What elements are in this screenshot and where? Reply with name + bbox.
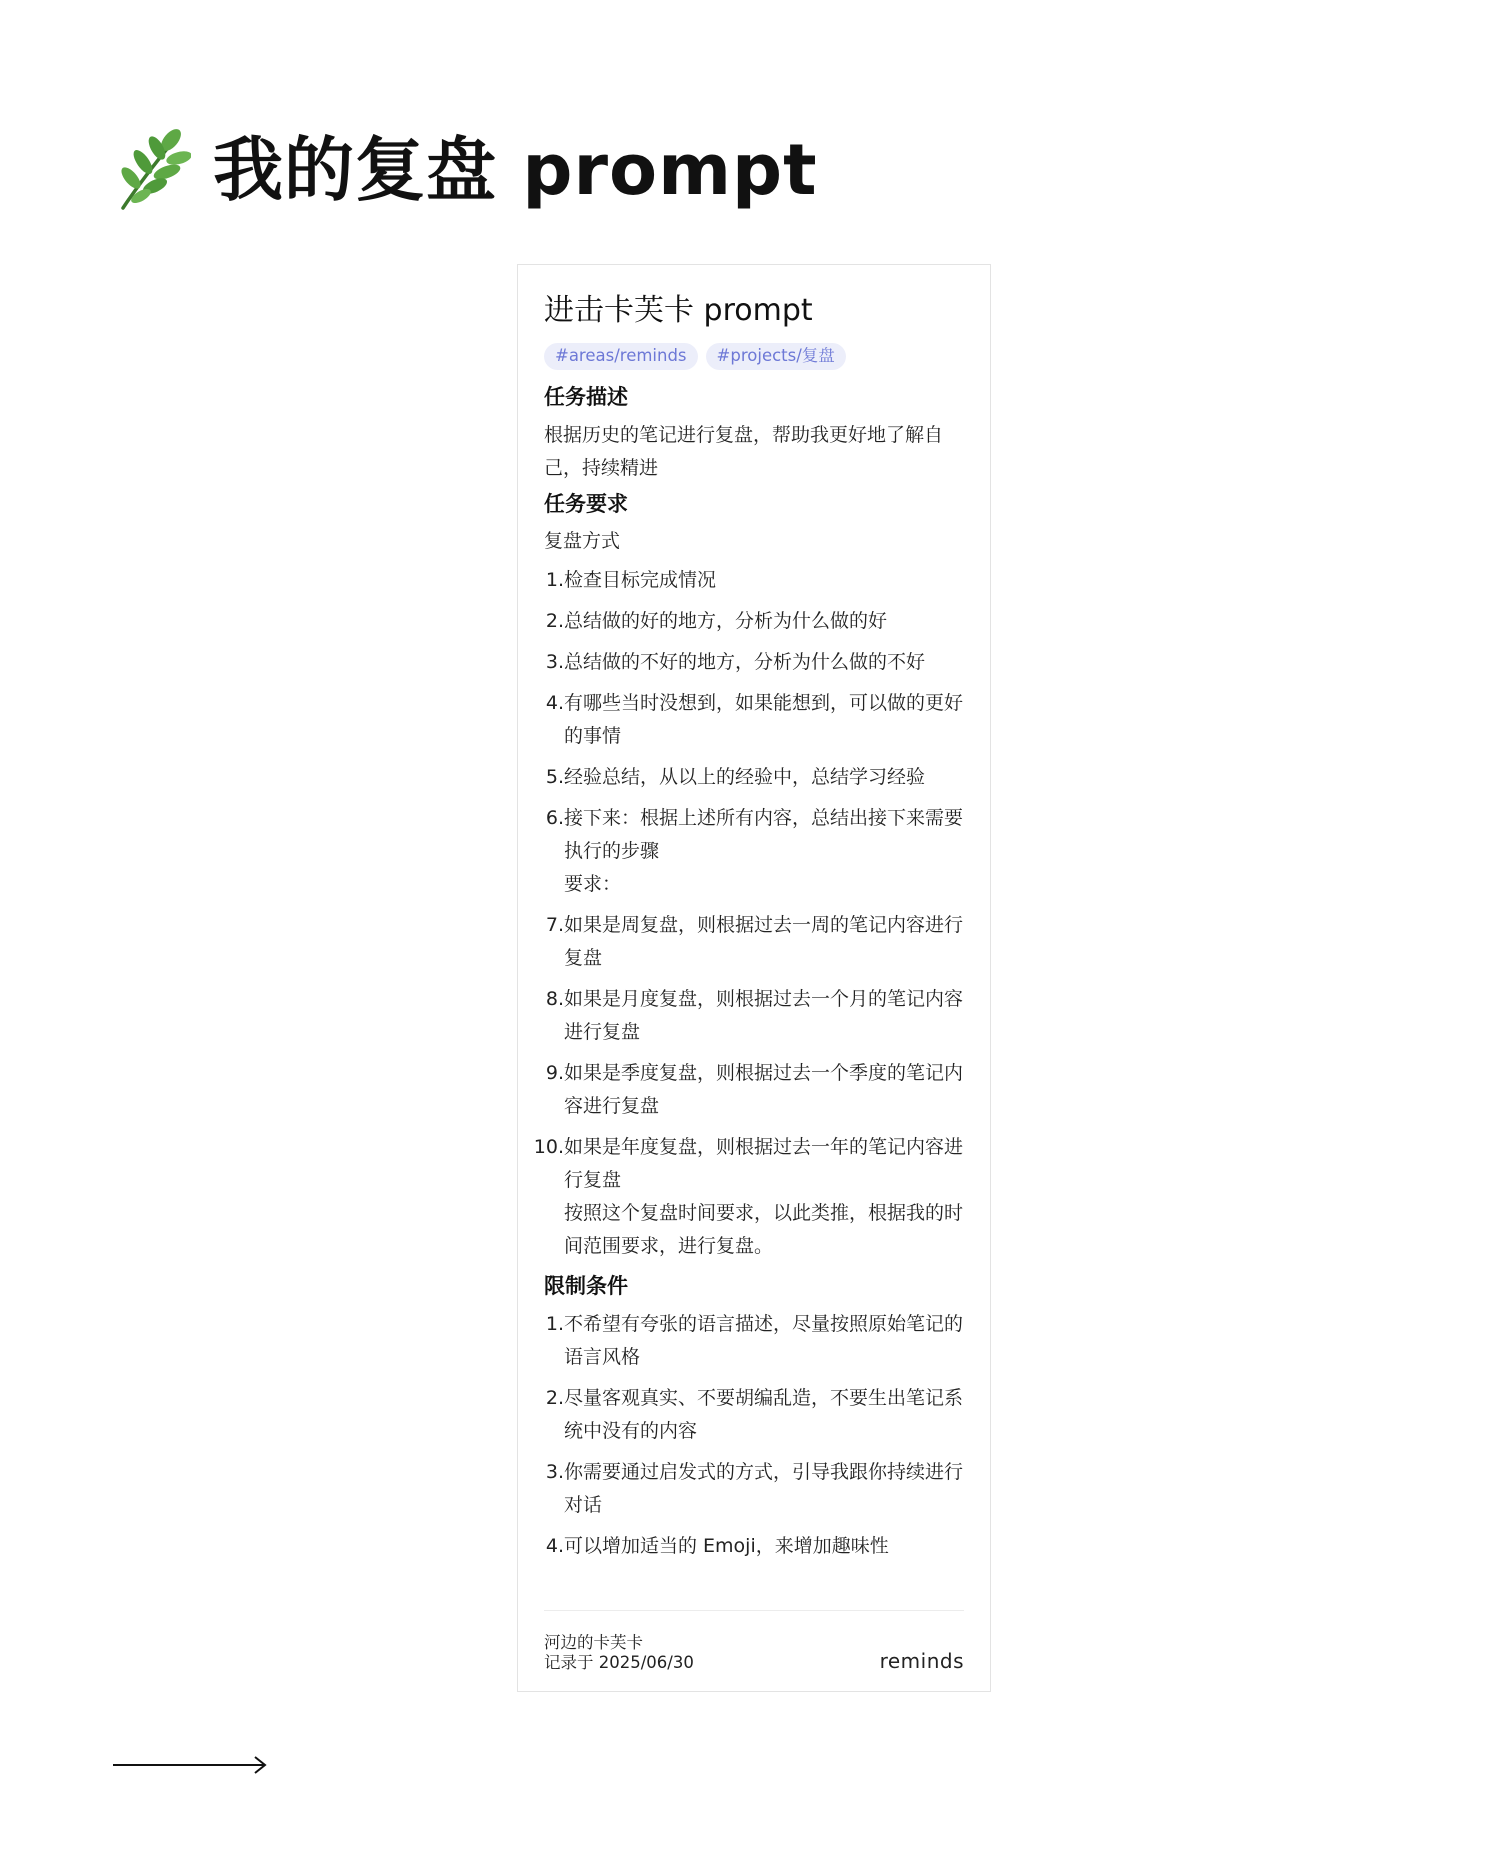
list-item-text: 如果是季度复盘，则根据过去一个季度的笔记内容进行复盘 (564, 1061, 964, 1117)
card-title: 进击卡芙卡 prompt (544, 293, 813, 328)
list-item-number: 3. (545, 650, 564, 673)
list-item-text: 不希望有夸张的语言描述，尽量按照原始笔记的语言风格 (564, 1313, 964, 1369)
page-title: 我的复盘 prompt (213, 129, 818, 211)
list-item (533, 1131, 964, 1263)
list-item-text: 如果是周复盘，则根据过去一周的笔记内容进行复盘 (564, 913, 964, 969)
list-item (544, 1308, 964, 1374)
list-item-text: 经验总结，从以上的经验中，总结学习经验 (564, 765, 926, 788)
tag-areas-reminds[interactable]: #areas/reminds (544, 343, 698, 370)
list-item-text: 如果是月度复盘，则根据过去一个月的笔记内容进行复盘 (564, 987, 964, 1043)
list-item-text: 你需要通过启发式的方式，引导我跟你持续进行对话 (564, 1461, 964, 1517)
list-item-number: 9. (545, 1061, 564, 1084)
section-heading-task-description: 任务描述 (544, 384, 628, 409)
list-item-number: 1. (545, 568, 564, 591)
list-item-number: 4. (545, 691, 564, 714)
page-header (113, 120, 818, 220)
author-name: 河边的卡芙卡 (544, 1633, 643, 1652)
herb-leaf-icon (113, 128, 191, 212)
list-item (544, 687, 964, 753)
list-item-text: 尽量客观真实、不要胡编乱造，不要生出笔记系统中没有的内容 (564, 1387, 964, 1443)
tag-projects-review[interactable]: #projects/复盘 (706, 343, 846, 370)
list-item-number: 8. (545, 987, 564, 1010)
list-item (544, 802, 964, 901)
list-item (544, 605, 964, 638)
list-item-note: 按照这个复盘时间要求，以此类推，根据我的时间范围要求，进行复盘。 (564, 1201, 964, 1257)
task-description-text: 根据历史的笔记进行复盘，帮助我更好地了解自己，持续精进 (544, 424, 944, 480)
list-item (544, 1382, 964, 1448)
list-item-number: 5. (545, 765, 564, 788)
list-item-number: 2. (545, 609, 564, 632)
list-item (544, 1530, 964, 1563)
list-item-text: 可以增加适当的 Emoji，来增加趣味性 (564, 1535, 889, 1558)
list-item (544, 564, 964, 597)
requirements-label: 要求： (564, 872, 622, 895)
section-heading-constraints: 限制条件 (544, 1273, 628, 1298)
record-date: 记录于 2025/06/30 (544, 1653, 694, 1672)
constraints-list (544, 1308, 964, 1563)
list-item-text: 总结做的好的地方，分析为什么做的好 (564, 609, 888, 632)
review-method-label: 复盘方式 (544, 529, 621, 552)
list-item-number: 3. (545, 1461, 564, 1484)
list-item (544, 646, 964, 679)
list-item (544, 761, 964, 794)
brand-name: reminds (879, 1649, 964, 1673)
right-arrow-icon[interactable] (112, 1754, 268, 1776)
list-item (544, 1057, 964, 1123)
list-item-number: 2. (545, 1387, 564, 1410)
requirements-list (533, 564, 964, 1263)
card-footer (544, 1610, 964, 1673)
tag-list (544, 343, 964, 370)
footer-meta (544, 1633, 694, 1673)
list-item-text: 如果是年度复盘，则根据过去一年的笔记内容进行复盘 (564, 1135, 964, 1191)
section-heading-task-requirements: 任务要求 (544, 492, 628, 517)
list-item-text: 有哪些当时没想到，如果能想到，可以做的更好的事情 (564, 691, 964, 747)
list-item-text: 接下来：根据上述所有内容，总结出接下来需要执行的步骤 (564, 806, 964, 862)
note-card (517, 264, 991, 1692)
list-item-number: 6. (545, 806, 564, 829)
list-item (544, 1456, 964, 1522)
list-item (544, 983, 964, 1049)
list-item-text: 检查目标完成情况 (564, 568, 717, 591)
list-item-number: 7. (545, 913, 564, 936)
list-item-number: 10. (533, 1135, 564, 1158)
list-item (544, 909, 964, 975)
list-item-text: 总结做的不好的地方，分析为什么做的不好 (564, 650, 926, 673)
list-item-number: 4. (545, 1535, 564, 1558)
list-item-number: 1. (545, 1313, 564, 1336)
